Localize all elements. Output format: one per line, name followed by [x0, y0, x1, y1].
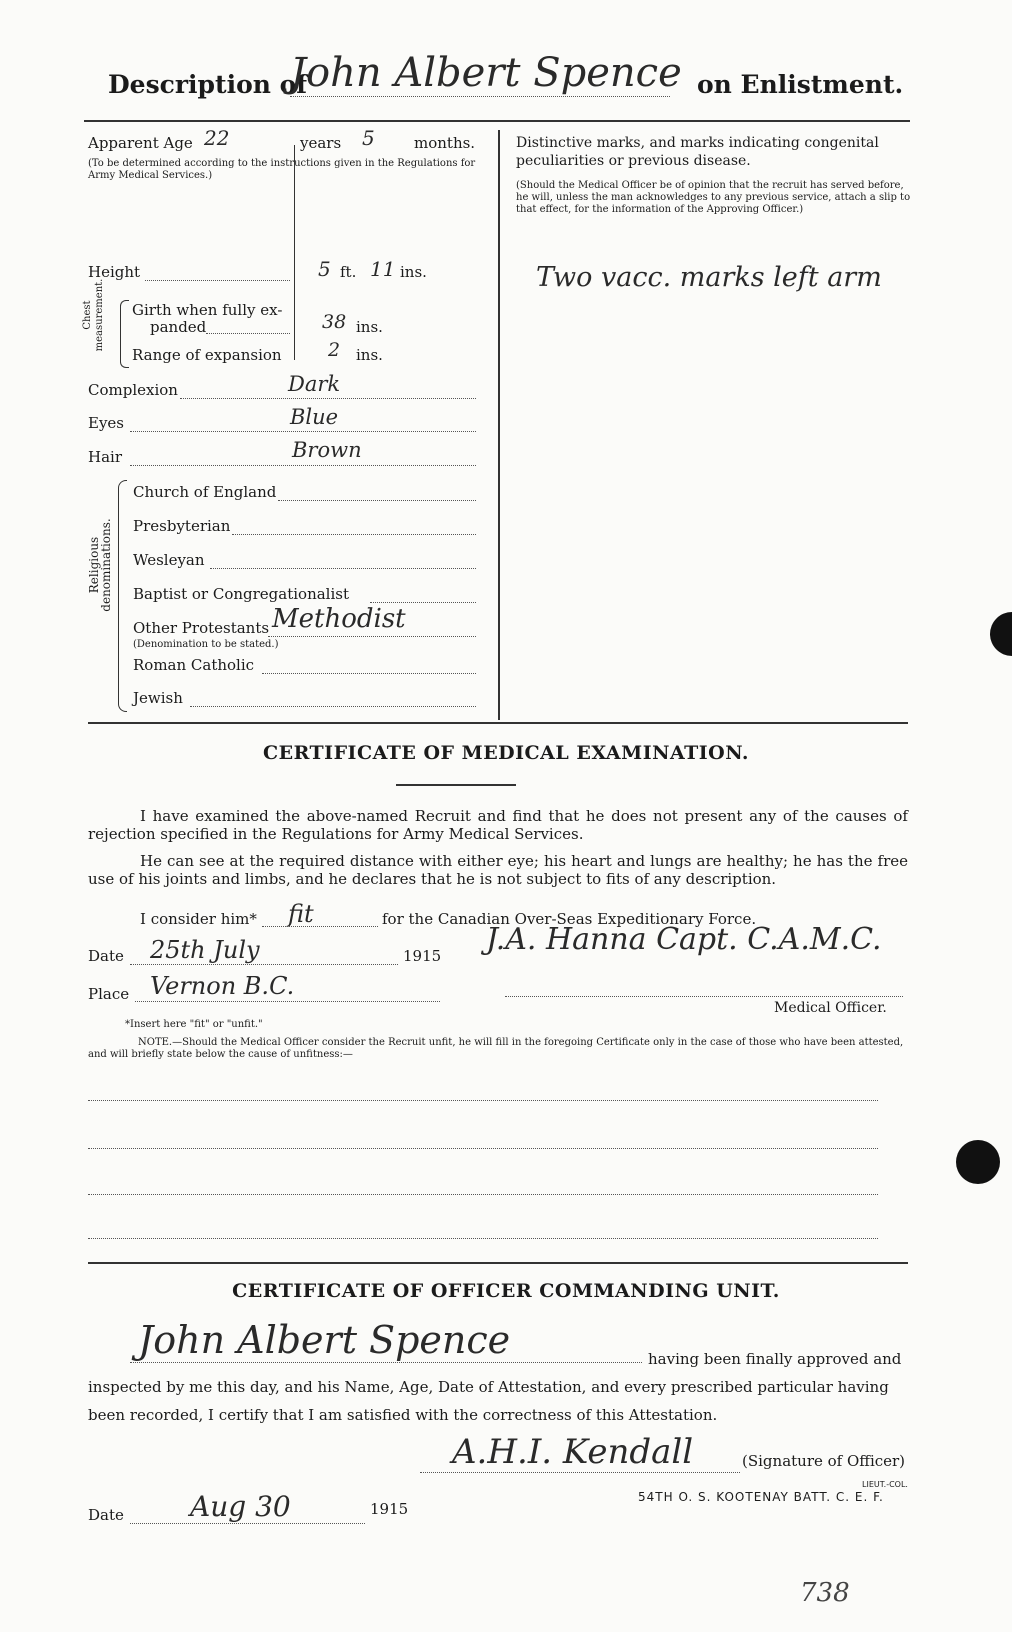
column-divider: [498, 130, 500, 720]
place-label: Place: [88, 985, 130, 1003]
height-in-value: 11: [370, 257, 396, 281]
height-dots: [145, 280, 290, 281]
hair-line: [130, 465, 476, 466]
other-line: [268, 636, 476, 637]
medical-title-rule: [396, 784, 516, 786]
commanding-recruit-name: John Albert Spence: [138, 1318, 511, 1362]
commanding-text-1: having been finally approved and: [648, 1350, 902, 1368]
recruit-name: John Albert Spence: [290, 50, 682, 96]
unfit-line-1: [88, 1100, 878, 1101]
commanding-text-3: been recorded, I certify that I am satisfied with the correctness of this Attestation.: [88, 1406, 718, 1424]
medical-para-2: He can see at the required distance with either eye; his heart and lungs are healthy; he has the free use of his joints and limbs, and he declares that he is not subject to fits of any description.: [88, 852, 908, 888]
name-line: [290, 96, 670, 97]
marks-heading: Distinctive marks, and marks indicating congenital peculiarities or previous disease.: [516, 135, 879, 169]
commanding-date-line: [130, 1523, 365, 1524]
other-protestants: Other Protestants: [133, 619, 270, 637]
commanding-officer-signature: A.H.I. Kendall: [452, 1432, 694, 1472]
marks-value: Two vacc. marks left arm: [536, 262, 882, 293]
ins-word: ins.: [400, 263, 427, 281]
catholic-line: [262, 673, 476, 674]
wesleyan-line: [210, 568, 476, 569]
range-ins: ins.: [356, 346, 383, 364]
age-label: Apparent Age: [88, 134, 193, 152]
age-months-value: 5: [362, 126, 375, 150]
unfit-note: NOTE.—Should the Medical Officer consider the Recruit unfit, he will fill in the foregoing Certificate only in the case of those who have been attested, and will briefly state below the cause of unfitness:—: [88, 1037, 904, 1060]
denomination-note: (Denomination to be stated.): [133, 639, 279, 650]
rank-stamp: LIEUT.-COL.: [862, 1480, 908, 1489]
description-label: Description of: [108, 70, 308, 99]
consider-suffix: for the Canadian Over-Seas Expeditionary Force.: [382, 910, 757, 928]
commanding-signature-line: [420, 1472, 740, 1473]
medical-title: CERTIFICATE OF MEDICAL EXAMINATION.: [262, 742, 749, 764]
girth-value: 38: [322, 311, 347, 333]
chest-label: Chest measurement.: [82, 278, 105, 352]
range-label: Range of expansion: [132, 346, 282, 364]
binder-hole-top: [990, 612, 1012, 656]
church-of-england: Church of England: [133, 483, 277, 501]
unfit-line-2: [88, 1148, 878, 1149]
girth-ins: ins.: [356, 318, 383, 336]
age-years-value: 22: [204, 126, 230, 150]
header-rule: [84, 120, 910, 122]
commanding-name-line: [130, 1362, 642, 1363]
enlistment-label: on Enlistment.: [697, 70, 904, 99]
chest-brace: [120, 300, 129, 368]
section-rule-1: [88, 722, 908, 724]
baptist: Baptist or Congregationalist: [133, 585, 349, 603]
jewish-line: [190, 706, 476, 707]
church-line: [278, 500, 476, 501]
girth-label-1: Girth when fully ex-: [132, 301, 283, 319]
roman-catholic: Roman Catholic: [133, 656, 255, 674]
unfit-line-3: [88, 1194, 878, 1195]
medical-date-line: [130, 964, 398, 965]
range-value: 2: [328, 339, 341, 361]
place-line: [135, 1001, 440, 1002]
marks-note: (Should the Medical Officer be of opinion that the recruit has served before, he will, unless the man acknowledges to any previous service, attach a slip to that effect, for the information of the Approving Officer.): [516, 180, 911, 215]
complexion-label: Complexion: [88, 381, 178, 399]
medical-date-value: 25th July: [150, 936, 260, 964]
height-ft-value: 5: [318, 257, 331, 281]
eyes-line: [130, 431, 476, 432]
wesleyan: Wesleyan: [133, 551, 205, 569]
presbyterian: Presbyterian: [133, 517, 231, 535]
jewish: Jewish: [133, 689, 183, 707]
commanding-date-value: Aug 30: [190, 1490, 291, 1523]
insert-note: *Insert here "fit" or "unfit.": [125, 1019, 263, 1030]
other-protestants-value: Methodist: [272, 604, 406, 634]
medical-officer-signature: J.A. Hanna Capt. C.A.M.C.: [486, 922, 882, 957]
girth-dots: [206, 333, 290, 334]
religions-brace: [118, 480, 127, 712]
section-rule-2: [88, 1262, 908, 1264]
height-label: Height: [88, 263, 141, 281]
hair-label: Hair: [88, 448, 122, 466]
complexion-value: Dark: [288, 372, 341, 396]
baptist-line: [370, 602, 476, 603]
commanding-text-2: inspected by me this day, and his Name, Age, Date of Attestation, and every prescribed particular having: [88, 1378, 889, 1396]
religions-label: Religious denominations.: [87, 518, 113, 612]
unfit-line-4: [88, 1238, 878, 1239]
consider-line: [262, 926, 378, 927]
medical-date-label: Date: [88, 947, 124, 965]
consider-label: I consider him*: [140, 910, 257, 928]
commanding-title: CERTIFICATE OF OFFICER COMMANDING UNIT.: [232, 1280, 780, 1302]
eyes-value: Blue: [290, 405, 339, 429]
complexion-line: [180, 398, 476, 399]
eyes-label: Eyes: [88, 414, 124, 432]
commanding-date-label: Date: [88, 1506, 124, 1524]
medical-para-1: I have examined the above-named Recruit and find that he does not present any of the causes of rejection specified in the Regulations for Army Medical Services.: [88, 807, 908, 843]
medical-officer-label: Medical Officer.: [774, 1000, 887, 1016]
age-note: (To be determined according to the instructions given in the Regulations for Army Medical Services.): [88, 158, 476, 181]
commanding-date-year: 1915: [370, 1500, 409, 1518]
ft-word: ft.: [340, 263, 357, 281]
unit-stamp: 54TH O. S. KOOTENAY BATT. C. E. F.: [638, 1490, 884, 1504]
page-number: 738: [800, 1578, 850, 1608]
medical-officer-line: [505, 996, 903, 997]
months-word: months.: [414, 134, 476, 152]
medical-date-year: 1915: [403, 947, 442, 965]
binder-hole-bottom: [956, 1140, 1000, 1184]
years-word: years: [300, 134, 342, 152]
girth-label-2: panded: [150, 318, 207, 336]
consider-value: fit: [288, 900, 314, 928]
hair-value: Brown: [292, 438, 362, 462]
place-value: Vernon B.C.: [150, 972, 295, 1000]
signature-of-officer-label: (Signature of Officer): [742, 1452, 906, 1470]
presbyterian-line: [232, 534, 476, 535]
